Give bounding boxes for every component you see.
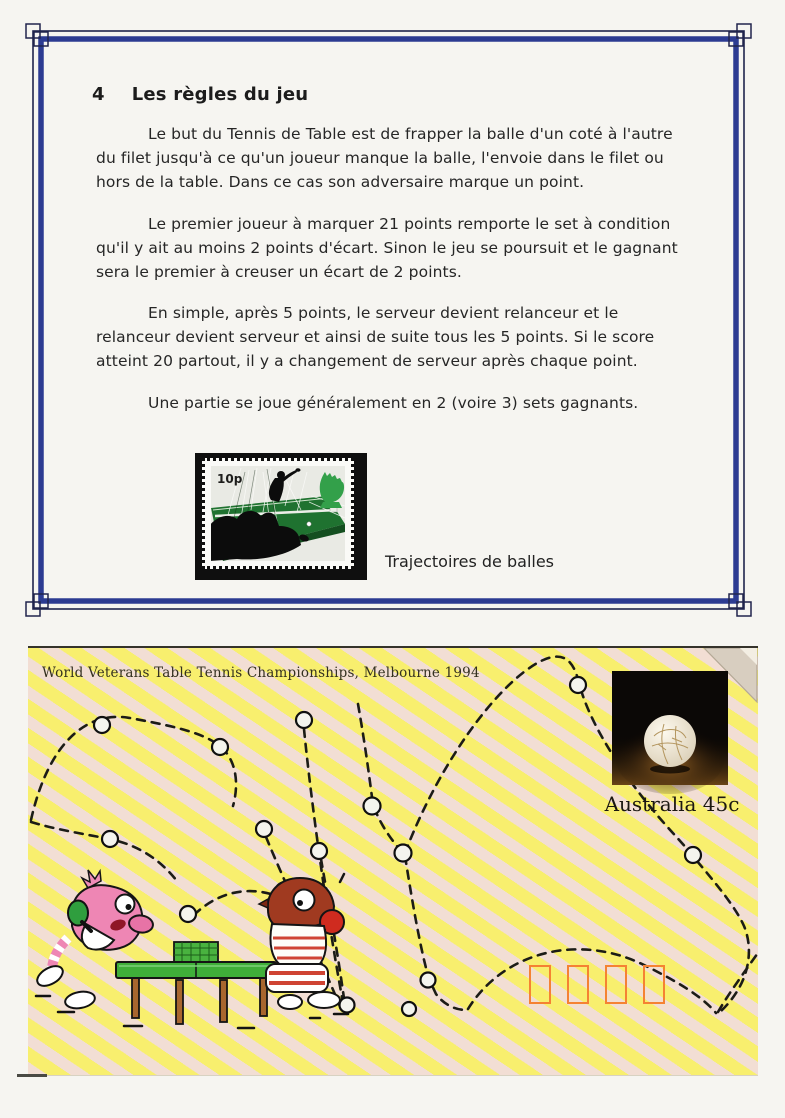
section-heading <box>92 84 308 105</box>
envelope <box>28 646 758 1076</box>
stamp-ball <box>307 522 311 526</box>
postcode-box <box>530 966 664 1003</box>
rules-text <box>96 122 696 432</box>
rules-paragraph: En simple, après 5 points, le serveur devient relanceur et le relanceur devient serveur et ainsi de suite tous les 5 points. Si le score atteint 20 partout, il y a changement de serveur après chaque point. <box>96 304 655 371</box>
rules-paragraph: Le premier joueur à marquer 21 points remporte le set à condition qu'il y ait au moins 2 points d'écart. Sinon le jeu se poursuit et le gagnant sera le premier à creuser un écart de 2 points. <box>96 214 678 281</box>
scan-mark <box>17 1074 47 1077</box>
section-number: 4 <box>92 84 105 105</box>
table-tennis-table <box>116 942 276 1028</box>
rules-paragraph: Une partie se joue généralement en 2 (voire 3) sets gagnants. <box>148 393 639 412</box>
envelope-header: World Veterans Table Tennis Championships, Melbourne 1994 <box>42 665 480 681</box>
globe-ball <box>644 715 696 767</box>
australia-stamp <box>612 671 728 794</box>
stamp-caption: Trajectoires de balles <box>385 552 555 571</box>
stamp-10p <box>202 458 354 569</box>
section-title: Les règles du jeu <box>131 84 309 105</box>
green-paddle <box>68 901 88 926</box>
rules-paragraph: Le but du Tennis de Table est de frapper la balle d'un coté à l'autre du filet jusqu'à ce qu'un joueur manque la balle, l'envoie dans le filet ou hors de la table. Dans ce cas son adversaire marque un point. <box>96 125 673 192</box>
envelope-artwork <box>28 648 758 1075</box>
stamp-mount <box>195 453 367 580</box>
stamp-denomination: 10p <box>217 472 243 486</box>
australia-stamp-label: Australia 45c <box>604 792 740 816</box>
right-player-illustration <box>259 874 348 1018</box>
stamp-artwork <box>211 466 345 561</box>
